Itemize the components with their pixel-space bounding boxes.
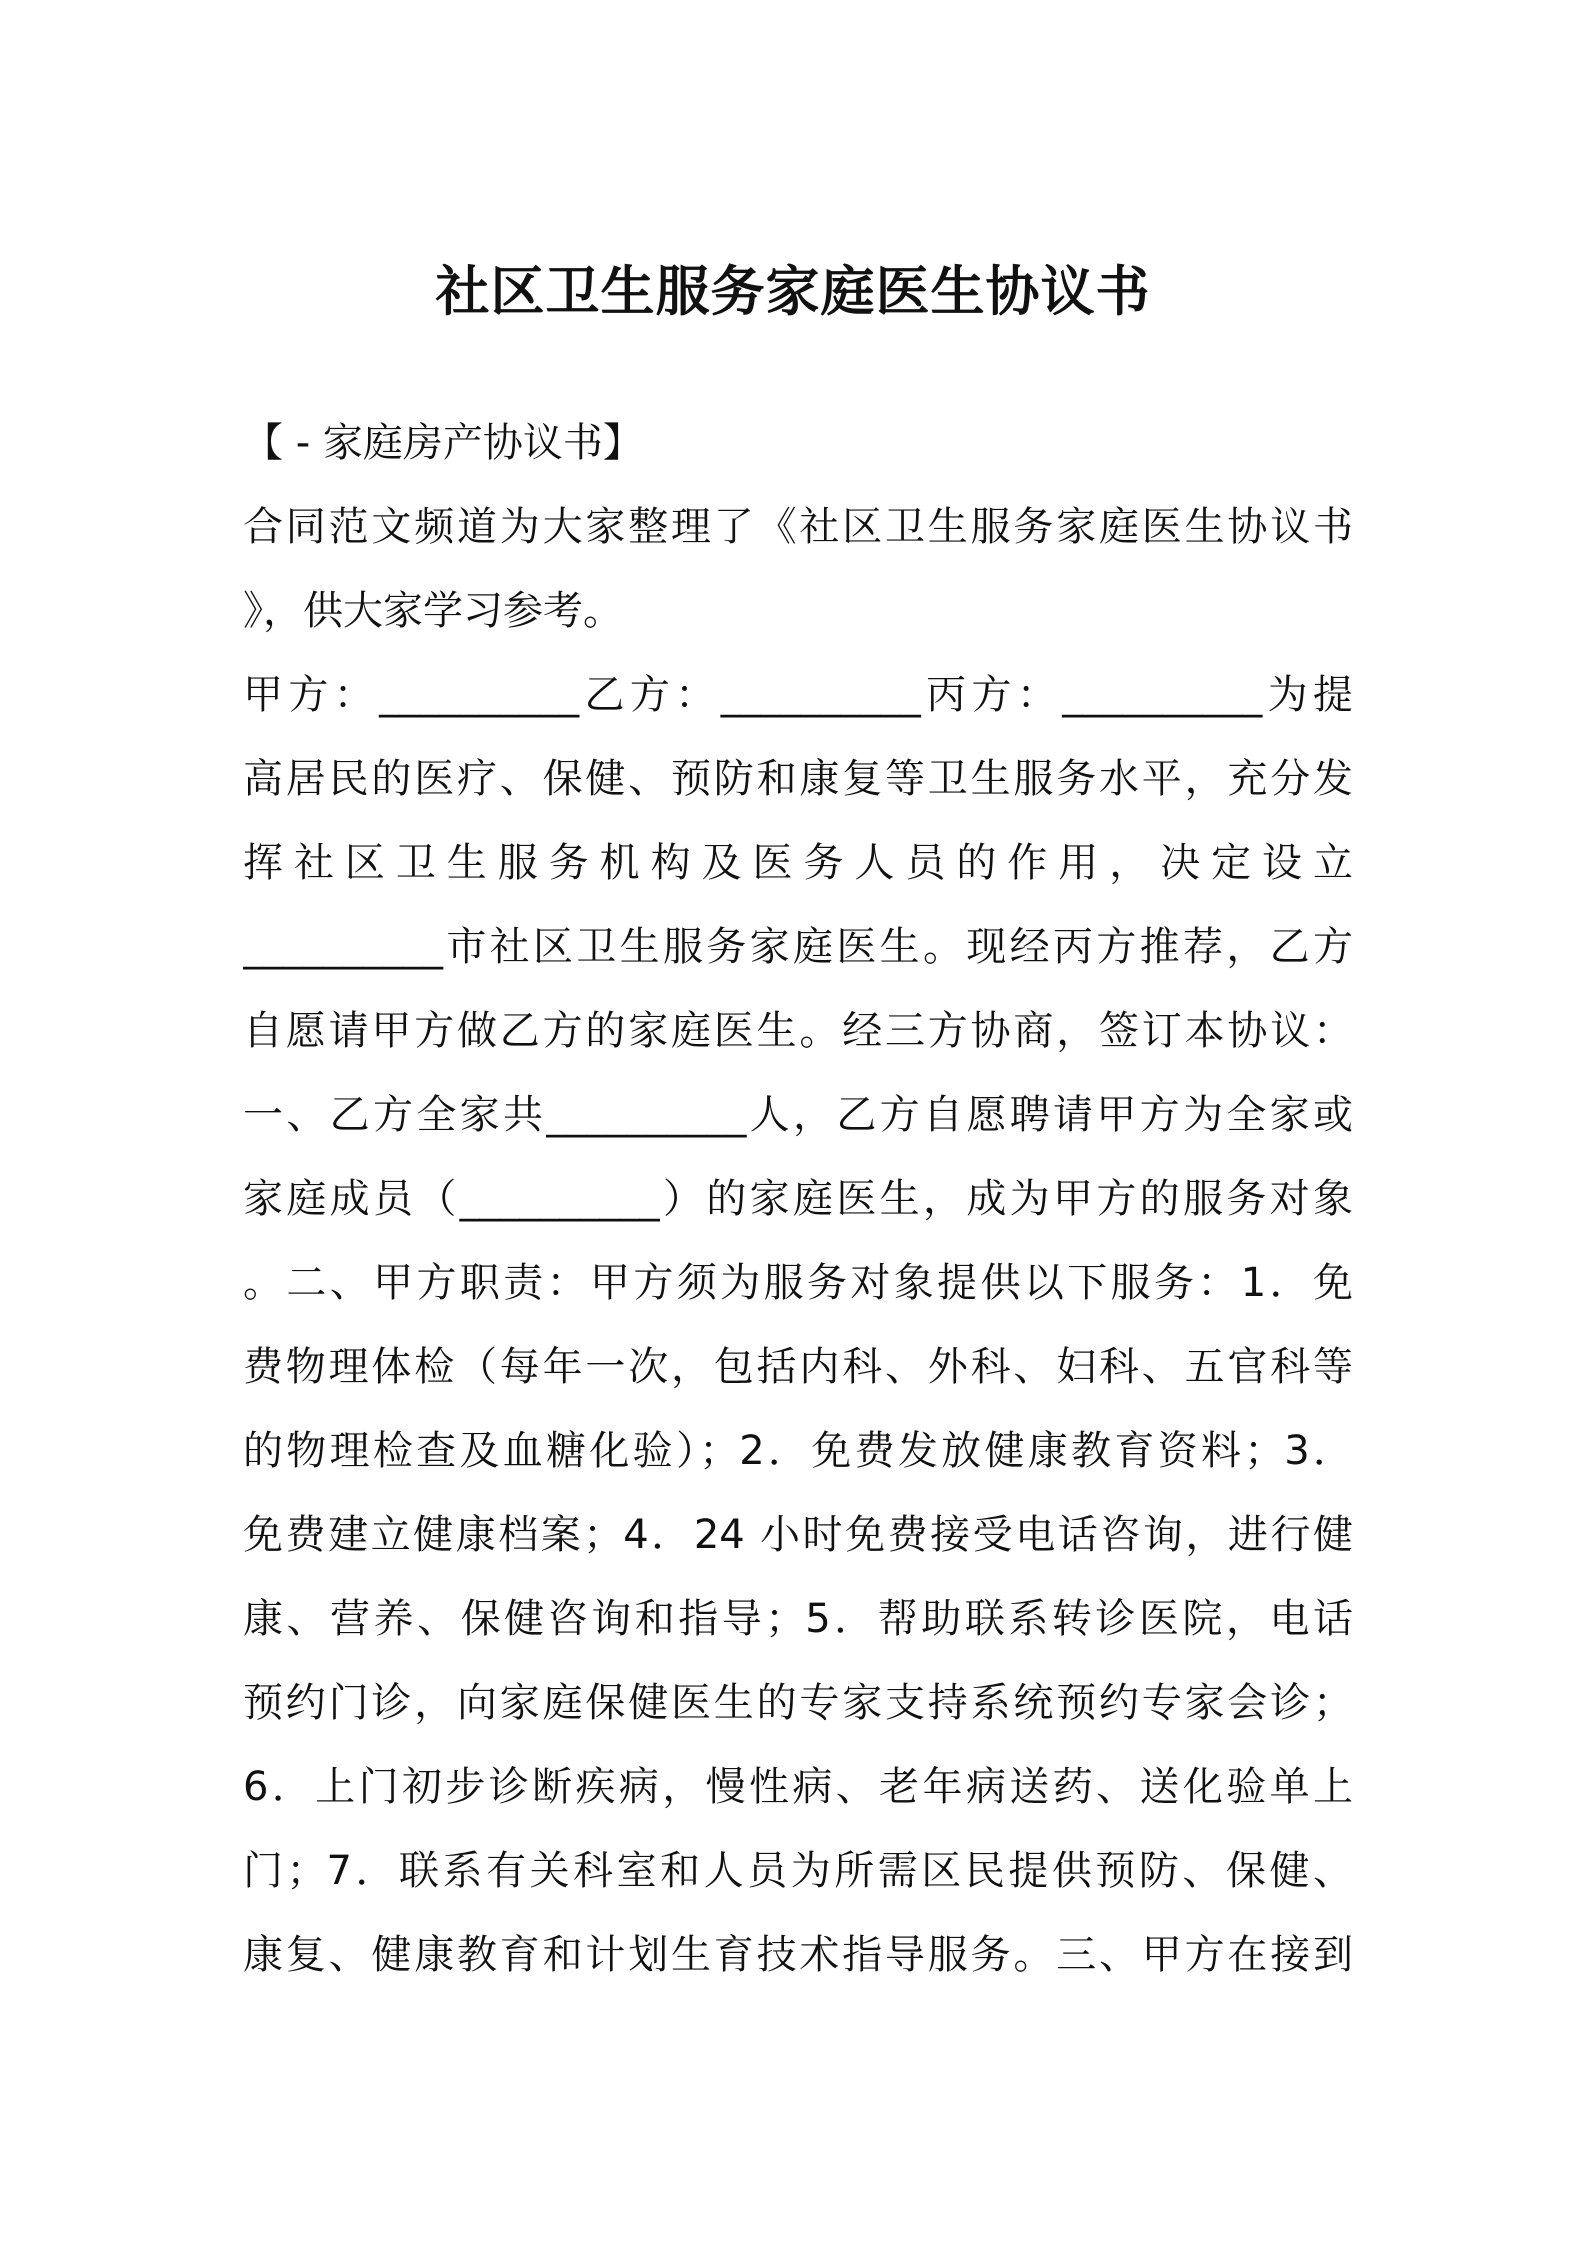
body-line-3: 甲方：__________乙方：__________丙方：__________为提 [243,672,1353,718]
document-tag: 【 - 家庭房产协议书】 [243,420,643,466]
body-line-1: 合同范文频道为大家整理了《社区卫生服务家庭医生协议书 [243,504,1353,550]
body-line-17: 门；7．联系有关科室和人员为所需区民提供预防、保健、 [243,1848,1353,1894]
body-line-10: 。二、甲方职责：甲方须为服务对象提供以下服务：1．免 [243,1260,1353,1306]
body-line-12: 的物理检查及血糖化验）；2．免费发放健康教育资料；3． [243,1428,1353,1474]
body-line-9: 家庭成员（__________）的家庭医生，成为甲方的服务对象 [243,1176,1353,1222]
body-line-18: 康复、健康教育和计划生育技术指导服务。三、甲方在接到 [243,1932,1353,1978]
body-line-7: 自愿请甲方做乙方的家庭医生。经三方协商，签订本协议： [243,1008,1353,1054]
body-line-15: 预约门诊，向家庭保健医生的专家支持系统预约专家会诊； [243,1680,1353,1726]
body-line-4: 高居民的医疗、保健、预防和康复等卫生服务水平，充分发 [243,756,1353,802]
body-line-13: 免费建立健康档案；4．24 小时免费接受电话咨询，进行健 [243,1512,1353,1558]
body-line-8: 一、乙方全家共__________人，乙方自愿聘请甲方为全家或 [243,1092,1353,1138]
document-title: 社区卫生服务家庭医生协议书 [435,260,1151,323]
body-line-2: 》，供大家学习参考。 [243,588,623,634]
body-line-14: 康、营养、保健咨询和指导；5．帮助联系转诊医院，电话 [243,1596,1353,1642]
body-line-5: 挥社区卫生服务机构及医务人员的作用，决定设立 [243,840,1353,886]
body-line-11: 费物理体检（每年一次，包括内科、外科、妇科、五官科等 [243,1344,1353,1390]
document-body [243,485,1353,1997]
body-line-6: __________市社区卫生服务家庭医生。现经丙方推荐，乙方 [243,924,1353,970]
body-line-16: 6．上门初步诊断疾病，慢性病、老年病送药、送化验单上 [243,1764,1353,1810]
